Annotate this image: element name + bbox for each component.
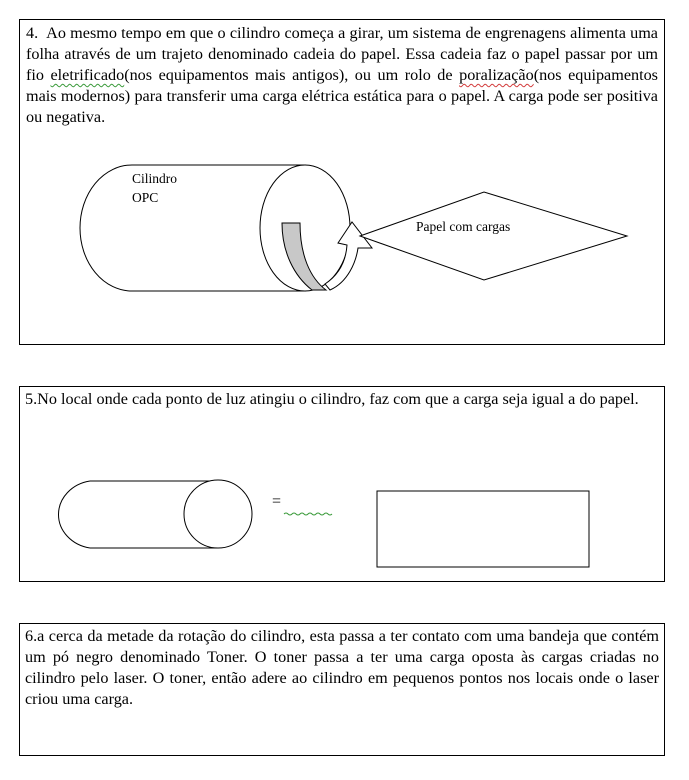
spelling-squiggle bbox=[284, 513, 332, 515]
step-4-text: 4. Ao mesmo tempo em que o cilindro começa a girar, um sistema de engrenagens alimenta uma folha através de um trajeto denominado cadeia do papel. Essa cadeia faz o papel passar por um fio eletrificado(nos equipamentos mais antigos), ou um rolo de poralização(nos equipamentos mais modernos) para transferir uma carga elétrica estática para o papel. A carga pode ser positiva ou negativa. bbox=[26, 24, 658, 126]
cylinder-label-line1: Cilindro bbox=[132, 171, 178, 186]
spelling-mark-poralizacao: poralização bbox=[459, 66, 534, 84]
cylinder-label-line2: OPC bbox=[132, 190, 159, 205]
step-5-text: 5.No local onde cada ponto de luz atingiu o cilindro, faz com que a carga seja igual a do papel. bbox=[25, 390, 639, 408]
step-4-number: 4. bbox=[26, 24, 39, 42]
equals-sign: = bbox=[272, 493, 282, 510]
paper-label: Papel com cargas bbox=[416, 219, 511, 234]
step-6-text: 6.a cerca da metade da rotação do cilindro, esta passa a ter contato com uma bandeja que contém um pó negro denominado Toner. O toner passa a ter uma carga oposta às cargas criadas no cilindro pelo laser. O toner, então adere ao cilindro em pequenos pontos nos locais onde o laser criou uma carga. bbox=[25, 627, 659, 708]
spelling-mark-eletrificado: eletrificado bbox=[50, 66, 125, 84]
cylinder-end bbox=[184, 480, 252, 548]
paper-rectangle bbox=[377, 491, 589, 567]
